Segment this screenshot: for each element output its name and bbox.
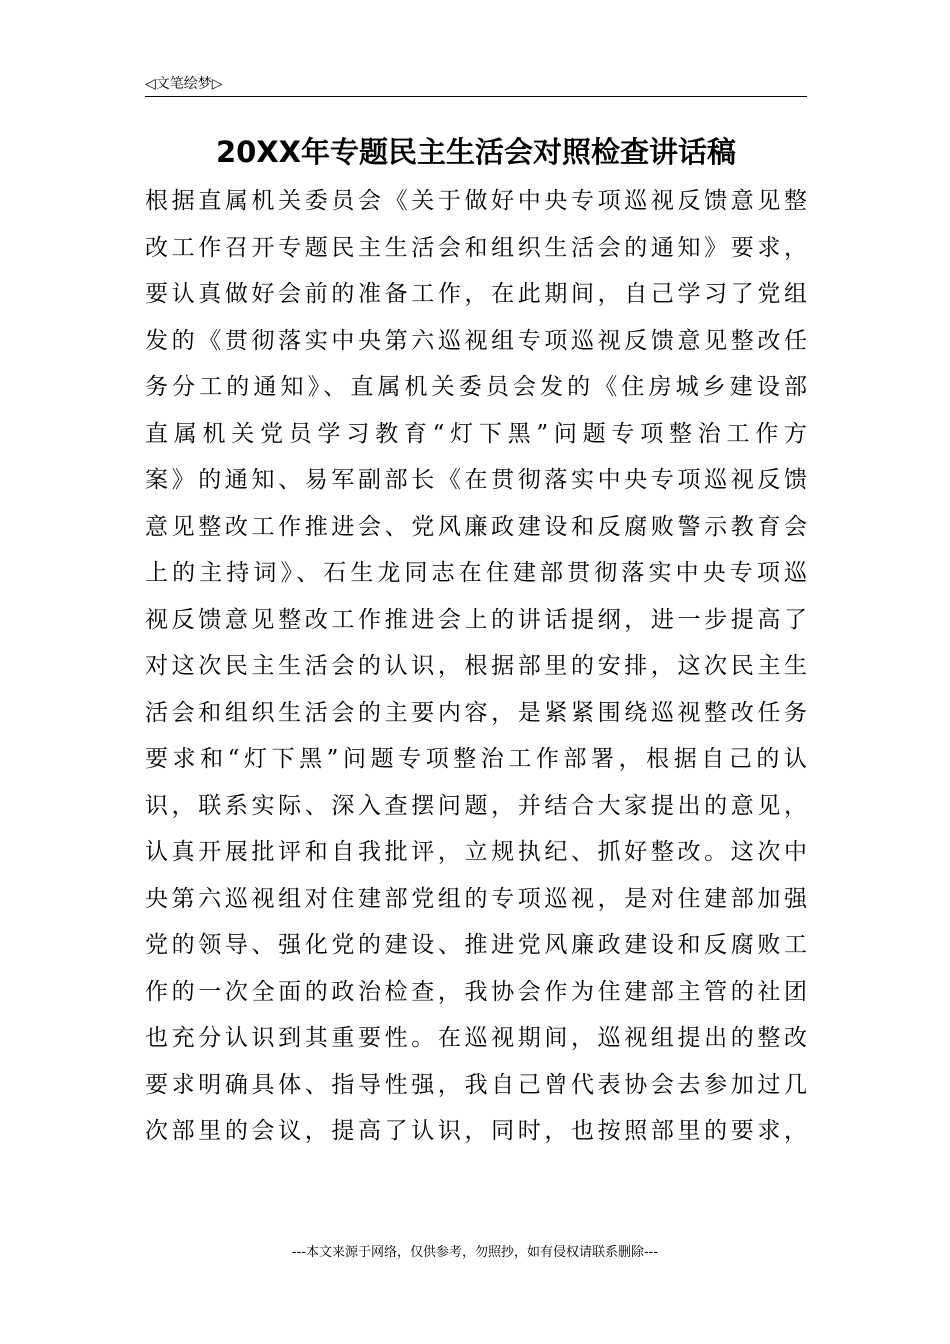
body-line: 央第六巡视组对住建部党组的专项巡视，是对住建部加强	[145, 885, 807, 912]
body-line: 次部里的会议，提高了认识，同时，也按照部里的要求，	[145, 1118, 807, 1144]
footer-notice: ---本文来源于网络，仅供参考，勿照抄，如有侵权请联系删除---	[291, 1245, 659, 1260]
body-line: 党的领导、强化党的建设、推进党风廉政建设和反腐败工	[145, 932, 807, 958]
body-line: 直属机关党员学习教育“灯下黑”问题专项整治工作方	[145, 420, 807, 447]
body-line: 发的《贯彻落实中央第六巡视组专项巡视反馈意见整改任	[145, 327, 807, 354]
body-line: 务分工的通知》、直属机关委员会发的《住房城乡建设部	[145, 374, 807, 400]
body-line: 要求明确具体、指导性强，我自己曾代表协会去参加过几	[145, 1071, 807, 1098]
document-body	[145, 178, 807, 1155]
body-line: 视反馈意见整改工作推进会上的讲话提纲，进一步提高了	[145, 606, 807, 633]
body-line: 根据直属机关委员会《关于做好中央专项巡视反馈意见整	[145, 188, 807, 214]
body-line: 意见整改工作推进会、党风廉政建设和反腐败警示教育会	[145, 513, 807, 540]
body-line: 也充分认识到其重要性。在巡视期间，巡视组提出的整改	[145, 1025, 807, 1051]
body-line: 活会和组织生活会的主要内容，是紧紧围绕巡视整改任务	[145, 699, 807, 726]
body-line: 上的主持词》、石生龙同志在住建部贯彻落实中央专项巡	[145, 560, 807, 586]
body-line: 案》的通知、易军副部长《在贯彻落实中央专项巡视反馈	[145, 467, 807, 493]
body-line: 改工作召开专题民主生活会和组织生活会的通知》要求，	[145, 234, 807, 261]
body-line: 对这次民主生活会的认识，根据部里的安排，这次民主生	[145, 653, 807, 679]
header-divider	[145, 96, 807, 97]
body-line: 作的一次全面的政治检查，我协会作为住建部主管的社团	[145, 978, 807, 1005]
body-line: 认真开展批评和自我批评，立规执纪、抓好整改。这次中	[145, 839, 807, 865]
body-line: 识，联系实际、深入查摆问题，并结合大家提出的意见，	[145, 792, 807, 819]
header-mark: ◁文笔绘梦▷	[145, 76, 223, 92]
body-line: 要求和“灯下黑”问题专项整治工作部署，根据自己的认	[145, 746, 807, 772]
body-line: 要认真做好会前的准备工作，在此期间，自己学习了党组	[145, 281, 807, 307]
document-title: 20XX年专题民主生活会对照检查讲话稿	[215, 135, 737, 169]
